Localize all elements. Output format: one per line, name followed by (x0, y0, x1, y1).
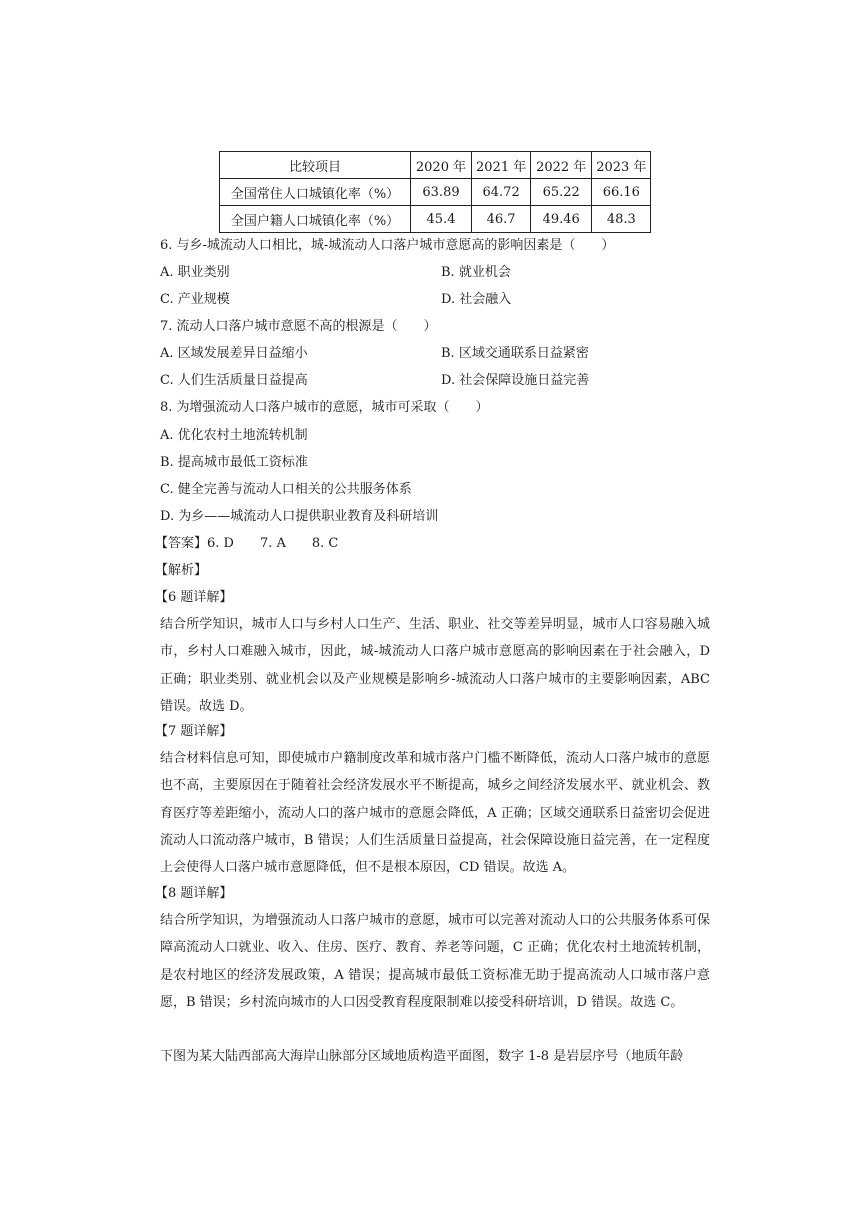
q7-option-c: C. 人们生活质量日益提高 (160, 373, 308, 388)
q7-option-a: A. 区域发展差异日益缩小 (160, 346, 308, 361)
q6-option-c: C. 产业规模 (160, 292, 230, 307)
table-header-cell: 2021 年 (472, 152, 531, 179)
next-question-intro: 下图为某大陆西部高大海岸山脉部分区域地质构造平面图，数字 1-8 是岩层序号（地质年龄 (160, 1049, 684, 1064)
table-cell: 45.4 (411, 206, 472, 233)
table-header-cell: 比较项目 (220, 152, 411, 179)
table-cell: 66.16 (592, 179, 651, 206)
detail-7-text: 结合材料信息可知，即使城市户籍制度改革和城市落户门槛不断降低，流动人口落户城市的意愿也不高，主要原因在于随着社会经济发展水平不断提高，城乡之间经济发展水平、就业机会、教育医疗等差距缩小，流动人口的落户城市的意愿会降低，A 正确；区域交通联系日益密切会促进流动人口流动落户城市，B 错误；人们生活质量日益提高，社会保障设施日益完善，在一定程度上会使得人口落户城市意愿降低，但不是根本原因，CD 错误。故选 A。 (160, 751, 710, 876)
table-cell: 48.3 (592, 206, 651, 233)
q6-option-b: B. 就业机会 (441, 265, 511, 280)
q8-option-d: D. 为乡——城流动人口提供职业教育及科研培训 (160, 509, 439, 524)
table-header-cell: 2023 年 (592, 152, 651, 179)
comparison-table (219, 151, 651, 233)
table-cell: 64.72 (472, 179, 531, 206)
detail-6-label: 【6 题详解】 (155, 590, 233, 605)
analysis-label: 【解析】 (155, 563, 208, 578)
table-cell: 全国户籍人口城镇化率（%） (220, 206, 411, 233)
question-8-stem: 8. 为增强流动人口落户城市的意愿，城市可采取（ ） (160, 400, 489, 415)
detail-6-text: 结合所学知识，城市人口与乡村人口生产、生活、职业、社交等差异明显，城市人口容易融入城市，乡村人口难融入城市，因此，城-城流动人口落户城市意愿高的影响因素在于社会融入，D 正确；职业类别、就业机会以及产业规模是影响乡-城流动人口落户城市的主要影响因素，ABC 错误。故选 D。 (160, 617, 710, 714)
q6-option-d: D. 社会融入 (441, 292, 512, 307)
q8-option-b: B. 提高城市最低工资标准 (160, 455, 308, 470)
detail-8-text: 结合所学知识，为增强流动人口落户城市的意愿，城市可以完善对流动人口的公共服务体系可保障高流动人口就业、收入、住房、医疗、教育、养老等问题，C 正确；优化农村土地流转机制，是农村地区的经济发展政策，A 错误；提高城市最低工资标准无助于提高流动人口城市落户意愿，B 错误；乡村流向城市的人口因受教育程度限制难以接受科研培训，D 错误。故选 C。 (160, 913, 710, 1010)
q8-option-a: A. 优化农村土地流转机制 (160, 428, 308, 443)
question-6-stem: 6. 与乡-城流动人口相比，城-城流动人口落户城市意愿高的影响因素是（ ） (160, 238, 615, 253)
table-header-row (220, 152, 651, 179)
table-cell: 全国常住人口城镇化率（%） (220, 179, 411, 206)
q6-option-a: A. 职业类别 (160, 265, 230, 280)
table-row (220, 206, 651, 233)
q7-option-d: D. 社会保障设施日益完善 (441, 373, 590, 388)
table-header-cell: 2020 年 (411, 152, 472, 179)
detail-8-label: 【8 题详解】 (155, 886, 233, 901)
table-row (220, 179, 651, 206)
answer-line: 【答案】6. D 7. A 8. C (155, 536, 339, 551)
table-cell: 63.89 (411, 179, 472, 206)
q8-option-c: C. 健全完善与流动人口相关的公共服务体系 (160, 482, 412, 497)
table-cell: 65.22 (531, 179, 592, 206)
table-cell: 46.7 (472, 206, 531, 233)
q7-option-b: B. 区域交通联系日益紧密 (441, 346, 589, 361)
detail-7-label: 【7 题详解】 (155, 724, 233, 739)
table-header-cell: 2022 年 (531, 152, 592, 179)
table-cell: 49.46 (531, 206, 592, 233)
question-7-stem: 7. 流动人口落户城市意愿不高的根源是（ ） (160, 319, 437, 334)
